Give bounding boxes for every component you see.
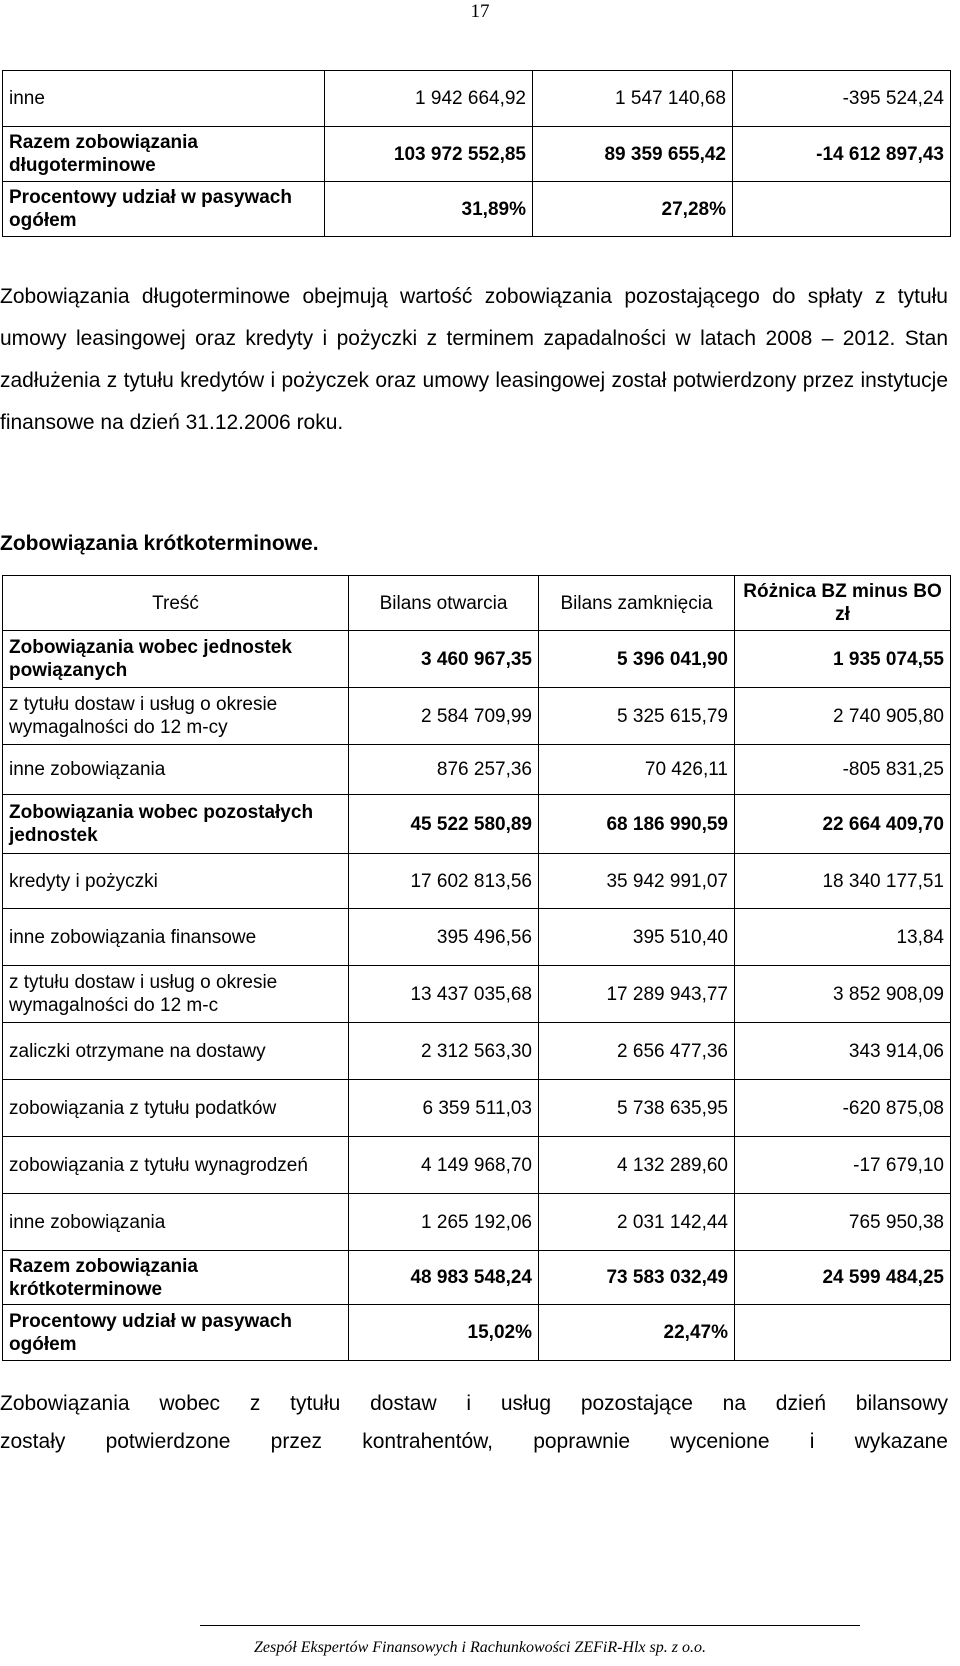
confirmation-line-2: zostały potwierdzone przez kontrahentów, poprawnie wycenione i wykazane (0, 1430, 948, 1453)
row-value-1: 31,89% (325, 182, 533, 237)
row-label: Procentowy udział w pasywach ogółem (3, 1305, 349, 1361)
confirmation-line-1: Zobowiązania wobec z tytułu dostaw i usług pozostające na dzień bilansowy (0, 1392, 948, 1415)
row-value-3: 765 950,38 (735, 1194, 951, 1251)
row-value-1: 4 149 968,70 (349, 1137, 539, 1194)
long-term-liabilities-paragraph: Zobowiązania długoterminowe obejmują wartość zobowiązania pozostającego do spłaty z tytułu umowy leasingowej oraz kredyty i pożyczki z terminem zapadalności w latach 2008 – 2012. Stan zadłużenia z tytułu kredytów i pożyczek oraz umowy leasingowej został potwierdzony przez instytucje finansowe na dzień 31.12.2006 roku. (0, 285, 948, 434)
row-value-3: 343 914,06 (735, 1023, 951, 1080)
table-row (3, 745, 951, 795)
short-term-liabilities-heading: Zobowiązania krótkoterminowe. (0, 532, 319, 555)
row-value-1: 3 460 967,35 (349, 631, 539, 688)
row-label: z tytułu dostaw i usług o okresie wymagalności do 12 m-cy (3, 688, 349, 745)
row-value-1: 395 496,56 (349, 909, 539, 966)
header-bilans-otwarcia: Bilans otwarcia (349, 576, 539, 631)
table-row (3, 631, 951, 688)
row-value-3: 13,84 (735, 909, 951, 966)
row-value-2: 70 426,11 (539, 745, 735, 795)
row-value-1: 1 942 664,92 (325, 71, 533, 127)
table-row (3, 1251, 951, 1305)
long-term-liabilities-table (2, 70, 951, 237)
row-value-2: 27,28% (533, 182, 733, 237)
table-row (3, 795, 951, 854)
table-row (3, 1194, 951, 1251)
confirmation-paragraph (0, 1385, 948, 1461)
table-row (3, 966, 951, 1023)
row-label: inne zobowiązania (3, 745, 349, 795)
row-value-1: 48 983 548,24 (349, 1251, 539, 1305)
table-row (3, 127, 951, 182)
row-value-2: 4 132 289,60 (539, 1137, 735, 1194)
footer-rule (200, 1625, 860, 1626)
row-value-1: 876 257,36 (349, 745, 539, 795)
row-label: inne zobowiązania (3, 1194, 349, 1251)
row-label: zobowiązania z tytułu podatków (3, 1080, 349, 1137)
row-value-2: 1 547 140,68 (533, 71, 733, 127)
row-value-2: 73 583 032,49 (539, 1251, 735, 1305)
header-roznica: Różnica BZ minus BO zł (735, 576, 951, 631)
header-tresc: Treść (3, 576, 349, 631)
row-value-2: 68 186 990,59 (539, 795, 735, 854)
row-value-3: 2 740 905,80 (735, 688, 951, 745)
table-row (3, 1305, 951, 1361)
table-row (3, 182, 951, 237)
row-value-3: 18 340 177,51 (735, 854, 951, 909)
row-value-1: 45 522 580,89 (349, 795, 539, 854)
row-value-1: 1 265 192,06 (349, 1194, 539, 1251)
row-value-1: 15,02% (349, 1305, 539, 1361)
row-value-3: -620 875,08 (735, 1080, 951, 1137)
table-row (3, 1023, 951, 1080)
row-value-1: 13 437 035,68 (349, 966, 539, 1023)
row-value-1: 2 584 709,99 (349, 688, 539, 745)
row-value-3 (735, 1305, 951, 1361)
table-row (3, 1080, 951, 1137)
row-label: Zobowiązania wobec jednostek powiązanych (3, 631, 349, 688)
row-value-2: 395 510,40 (539, 909, 735, 966)
row-label: Razem zobowiązania krótkoterminowe (3, 1251, 349, 1305)
row-value-2: 89 359 655,42 (533, 127, 733, 182)
row-label: Procentowy udział w pasywach ogółem (3, 182, 325, 237)
row-value-2: 5 325 615,79 (539, 688, 735, 745)
row-value-3: -805 831,25 (735, 745, 951, 795)
footer: Zespół Ekspertów Finansowych i Rachunkowości ZEFiR-Hlx sp. z o.o. (254, 1639, 706, 1656)
row-label: zobowiązania z tytułu wynagrodzeń (3, 1137, 349, 1194)
row-value-1: 103 972 552,85 (325, 127, 533, 182)
page-number: 17 (470, 1, 490, 22)
row-value-1: 2 312 563,30 (349, 1023, 539, 1080)
row-value-3: 22 664 409,70 (735, 795, 951, 854)
row-value-1: 6 359 511,03 (349, 1080, 539, 1137)
row-value-3: 24 599 484,25 (735, 1251, 951, 1305)
table-header-row (3, 576, 951, 631)
header-bilans-zamkniecia: Bilans zamknięcia (539, 576, 735, 631)
row-value-3: 1 935 074,55 (735, 631, 951, 688)
row-value-2: 5 738 635,95 (539, 1080, 735, 1137)
row-label: kredyty i pożyczki (3, 854, 349, 909)
row-value-3: -14 612 897,43 (733, 127, 951, 182)
row-label: Razem zobowiązania długoterminowe (3, 127, 325, 182)
row-label: inne (3, 71, 325, 127)
table-row (3, 909, 951, 966)
table-row (3, 1137, 951, 1194)
row-value-1: 17 602 813,56 (349, 854, 539, 909)
row-value-2: 35 942 991,07 (539, 854, 735, 909)
row-label: Zobowiązania wobec pozostałych jednostek (3, 795, 349, 854)
row-value-2: 5 396 041,90 (539, 631, 735, 688)
table-row (3, 71, 951, 127)
row-label: inne zobowiązania finansowe (3, 909, 349, 966)
row-value-3: -17 679,10 (735, 1137, 951, 1194)
row-value-2: 2 656 477,36 (539, 1023, 735, 1080)
row-label: z tytułu dostaw i usług o okresie wymagalności do 12 m-c (3, 966, 349, 1023)
row-label: zaliczki otrzymane na dostawy (3, 1023, 349, 1080)
row-value-2: 17 289 943,77 (539, 966, 735, 1023)
table-row (3, 854, 951, 909)
short-term-liabilities-table (2, 575, 951, 1361)
row-value-3: 3 852 908,09 (735, 966, 951, 1023)
row-value-3: -395 524,24 (733, 71, 951, 127)
table-row (3, 688, 951, 745)
row-value-2: 2 031 142,44 (539, 1194, 735, 1251)
row-value-2: 22,47% (539, 1305, 735, 1361)
row-value-3 (733, 182, 951, 237)
